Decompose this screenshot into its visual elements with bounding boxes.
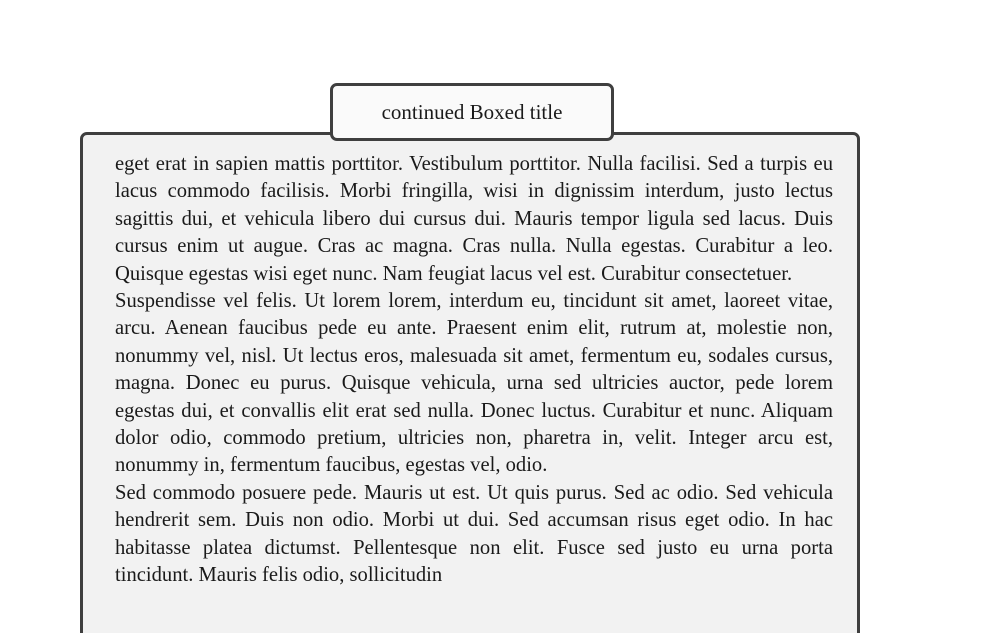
box-title: continued Boxed title — [330, 83, 614, 141]
paragraph: Suspendisse vel felis. Ut lorem lorem, interdum eu, tincidunt sit amet, laoreet vitae, arcu. Aenean faucibus pede eu ante. Praesent enim elit, rutrum at, molestie non, nonummy vel, nisl. Ut lectus eros, malesuada sit amet, fermentum eu, sodales cursus, magna. Donec eu purus. Quisque vehicula, urna sed ultricies auctor, pede lorem egestas dui, et convallis elit erat sed nulla. Donec luctus. Curabitur et nunc. Aliquam dolor odio, commodo pretium, ultricies non, pharetra in, velit. Integer arcu est, nonummy in, fermentum faucibus, egestas vel, odio. — [115, 290, 833, 477]
box-body — [115, 151, 833, 590]
paragraph: Sed commodo posuere pede. Mauris ut est. Ut quis purus. Sed ac odio. Sed vehicula hendrerit sem. Duis non odio. Morbi ut dui. Sed accumsan risus eget odio. In hac habitasse platea dictumst. Pellentesque non elit. Fusce sed justo eu urna porta tincidunt. Mauris felis odio, sollicitudin — [115, 481, 833, 587]
paragraph: eget erat in sapien mattis porttitor. Vestibulum porttitor. Nulla facilisi. Sed a turpis eu lacus commodo facilisis. Morbi fringilla, wisi in dignissim interdum, justo lectus sagittis dui, et vehicula libero dui cursus dui. Mauris tempor ligula sed lacus. Duis cursus enim ut augue. Cras ac magna. Cras nulla. Nulla egestas. Curabitur a leo. Quisque egestas wisi eget nunc. Nam feugiat lacus vel est. Curabitur consectetuer. — [115, 153, 833, 285]
boxed-content-frame — [80, 132, 860, 633]
